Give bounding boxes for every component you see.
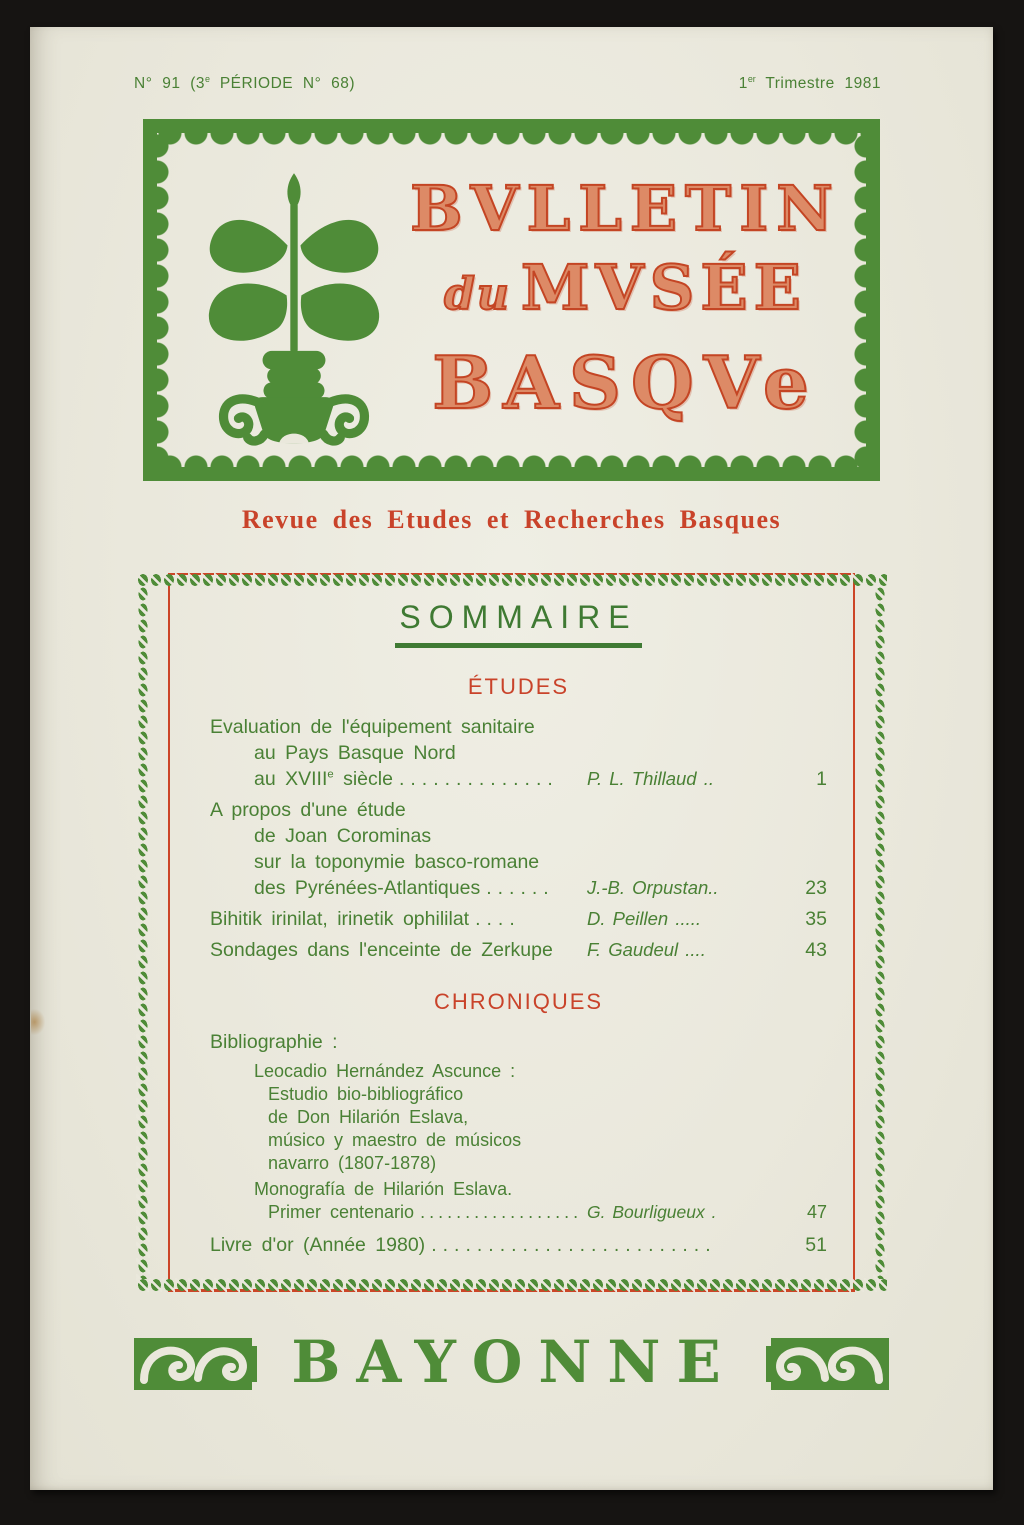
toc-entry [210, 1060, 827, 1175]
toc-title-line: sur la toponymie basco-romane [254, 851, 540, 873]
toc-entry [210, 714, 827, 792]
sommaire-title: SOMMAIRE [395, 599, 641, 648]
chain-border-bottom [136, 1278, 887, 1292]
magazine-cover [30, 27, 993, 1490]
toc-title-line: Livre d'or (Année 1980) ......................... [210, 1234, 717, 1256]
paper-stain [31, 1009, 45, 1035]
masthead-title-line3: BASQVe [432, 339, 819, 425]
toc-title-line: Evaluation de l'équipement sanitaire [210, 716, 535, 738]
toc-author: D. Peillen ..... [587, 908, 702, 929]
toc-entry [210, 1178, 827, 1224]
masthead-title [405, 171, 856, 430]
toc-title-line: Primer centenario .................. [268, 1202, 583, 1222]
toc-entry-row [210, 1232, 827, 1258]
section-heading: CHRONIQUES [433, 989, 604, 1014]
masthead-inner [167, 143, 856, 457]
toc-entry-row [210, 937, 827, 963]
toc-page-number: 35 [805, 908, 827, 930]
toc [210, 674, 827, 1258]
toc-title-line: A propos d'une étude [210, 799, 406, 821]
masthead-musee: MVSÉE [520, 250, 807, 324]
dot-leader: ......................... [431, 1234, 717, 1256]
sommaire-title-wrap [210, 599, 827, 648]
subtitle: Revue des Etudes et Recherches Basques [241, 505, 782, 534]
toc-entry-row [210, 766, 827, 792]
toc-title-line: músico y maestro de músicos [268, 1130, 522, 1150]
issue-date: 1er Trimestre 1981 [738, 73, 881, 92]
toc-page-number: 1 [816, 768, 827, 790]
toc-entry-row [210, 906, 827, 932]
toc-title-line: de Joan Corominas [254, 825, 432, 847]
issue-row [134, 75, 881, 93]
sommaire-panel [136, 573, 887, 1292]
masthead [143, 119, 880, 481]
swirl-ornament-right [766, 1338, 889, 1390]
bayonne-city-name: BAYONNE [291, 1332, 737, 1396]
toc-entry [210, 1029, 827, 1055]
chain-border-right [873, 586, 887, 1279]
toc-title-line: Estudio bio-bibliográfico [268, 1084, 464, 1104]
dot-leader: .................. [420, 1202, 583, 1222]
chain-border-left [136, 586, 150, 1279]
toc-entry [210, 797, 827, 901]
toc-entry [210, 1232, 827, 1258]
toc-title-line: Bibliographie : [210, 1031, 338, 1053]
toc-author: P. L. Thillaud .. [587, 768, 715, 789]
dot-leader: ...... [486, 877, 555, 899]
toc-title-line: navarro (1807-1878) [268, 1153, 437, 1173]
toc-page-number: 47 [806, 1202, 827, 1222]
toc-title-line: Monografía de Hilarión Eslava. [254, 1179, 513, 1199]
toc-page-number: 23 [805, 877, 827, 899]
toc-title-line: au XVIIIe siècle .............. [254, 768, 559, 790]
issue-number: N° 91 (3e PÉRIODE N° 68) [134, 73, 356, 92]
masthead-title-line2 [405, 247, 846, 336]
toc-page-number: 51 [805, 1234, 827, 1256]
toc-title-line: au Pays Basque Nord [254, 742, 456, 764]
toc-author: G. Bourligueux . [587, 1202, 717, 1222]
flower-vase-logo [183, 150, 405, 450]
toc-title-line: Sondages dans l'enceinte de Zerkupe [210, 939, 553, 961]
masthead-title-line1: BVLLETIN [410, 171, 841, 245]
toc-entry-row [210, 875, 827, 901]
toc-author: J.-B. Orpustan.. [587, 877, 719, 898]
toc-title-line: des Pyrénées-Atlantiques ...... [254, 877, 555, 899]
dot-leader: .............. [398, 768, 559, 790]
chain-border-top [136, 573, 887, 587]
sommaire-box [168, 573, 855, 1292]
dot-leader: .... [475, 908, 521, 930]
swirl-ornament-left [134, 1338, 257, 1390]
toc-entry [210, 906, 827, 932]
toc-title-line: Bihitik irinilat, irinetik ophililat .... [210, 908, 521, 930]
toc-entry [210, 937, 827, 963]
toc-title-line: de Don Hilarión Eslava, [268, 1107, 469, 1127]
section-heading: ÉTUDES [467, 674, 570, 699]
toc-author: F. Gaudeul .... [587, 939, 706, 960]
masthead-du: du [444, 268, 511, 320]
toc-title-line: Leocadio Hernández Ascunce : [254, 1061, 516, 1081]
toc-entry-row [210, 1201, 827, 1224]
bayonne-banner [134, 1332, 889, 1396]
toc-page-number: 43 [805, 939, 827, 961]
